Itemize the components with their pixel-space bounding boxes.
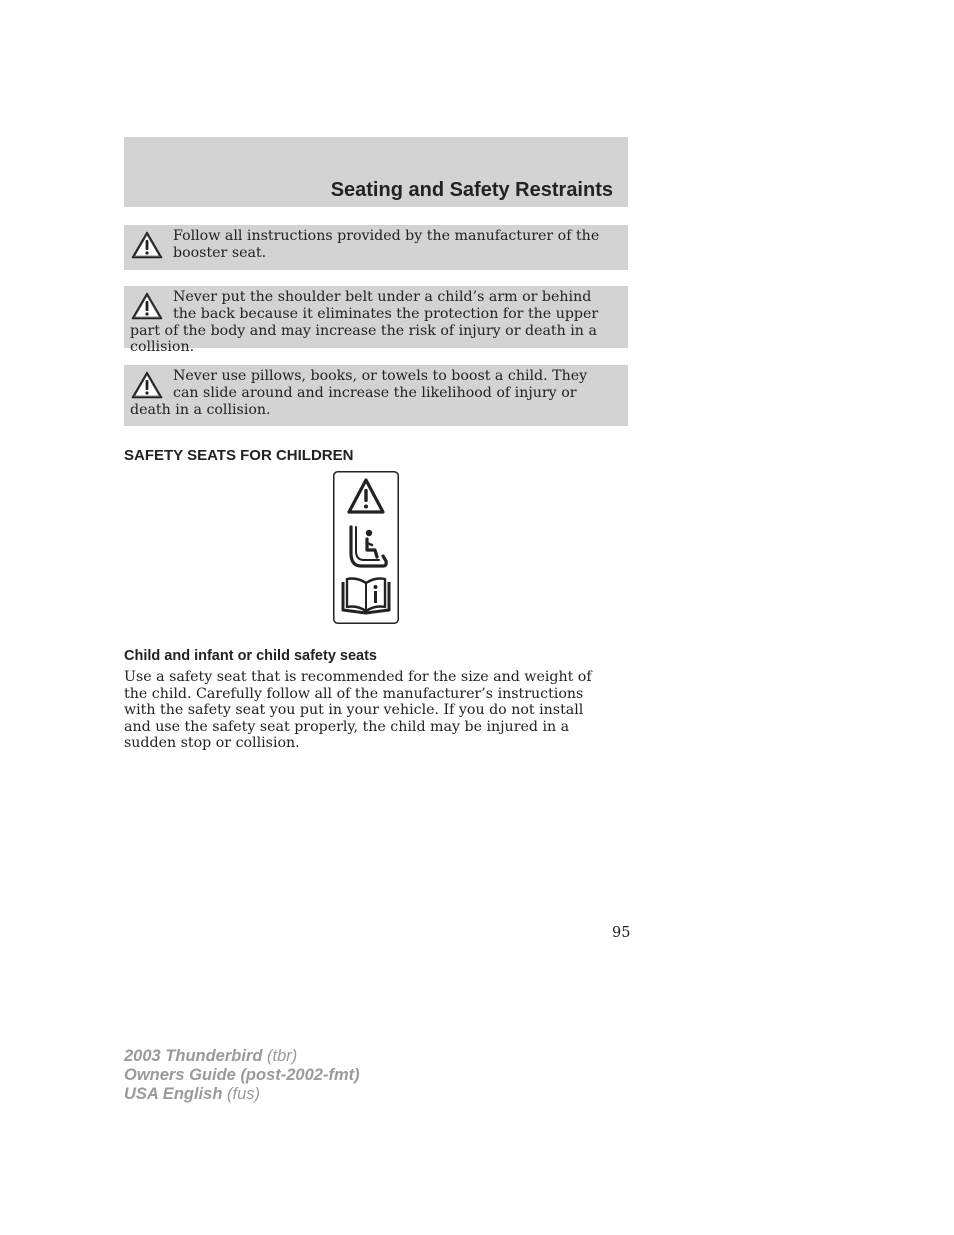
warning-triangle-icon (130, 370, 164, 400)
body-paragraph: Use a safety seat that is recommended for the size and weight of the child. Carefully follow all of the manufacturer’s instructions with the safety seat you put in your vehicle. If you do not install and use the safety seat properly, the child may be injured in a sudden stop or collision. (124, 669, 592, 751)
warning-box-shoulder-belt (124, 286, 628, 356)
warning-box-pillows (124, 365, 628, 426)
footer-model: 2003 Thunderbird (124, 1047, 263, 1065)
warning-triangle-icon (130, 230, 164, 260)
page-title: Seating and Safety Restraints (330, 179, 613, 201)
warning-text: Follow all instructions provided by the manufacturer of the booster seat. (173, 228, 600, 261)
footer-line-2 (124, 1066, 360, 1085)
warning-box-booster (124, 225, 628, 270)
section-heading: SAFETY SEATS FOR CHILDREN (124, 447, 354, 464)
document-footer (124, 1047, 360, 1104)
warning-text: Never put the shoulder belt under a child’s arm or behind the back because it eliminates the protection for the upper part of the body and may increase the risk of injury or death in a collision. (130, 289, 599, 356)
footer-guide: Owners Guide (post-2002-fmt) (124, 1066, 360, 1084)
subsection-heading: Child and infant or child safety seats (124, 648, 377, 664)
warning-triangle-icon (130, 291, 164, 321)
section-header-band (124, 137, 628, 207)
footer-line-3 (124, 1085, 360, 1104)
footer-line-1 (124, 1047, 360, 1066)
page-number: 95 (612, 925, 631, 941)
footer-language: USA English (124, 1085, 223, 1103)
footer-language-code: (fus) (227, 1085, 260, 1103)
warning-text: Never use pillows, books, or towels to boost a child. They can slide around and increase the likelihood of injury or death in a collision. (130, 368, 588, 418)
safety-symbol-panel (333, 471, 399, 624)
footer-model-code: (tbr) (267, 1047, 298, 1065)
